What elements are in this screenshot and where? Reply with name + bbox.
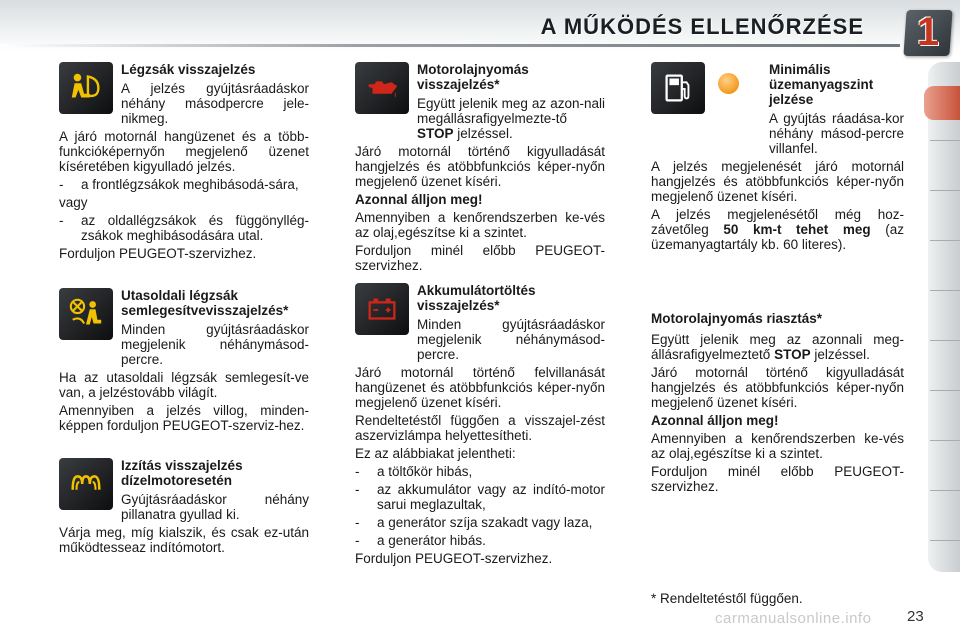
chapter-tab-divider: [930, 390, 960, 391]
chapter-tab-strip: [928, 62, 960, 572]
airbag-paragraph: A járó motornál hangüzenet és a több-funkcióképernyőn megjelenő üzenet kíséretében kigyulladó jelzés.: [59, 129, 309, 174]
header-rule: [0, 44, 900, 47]
section-battery: [355, 283, 605, 569]
stop-label: STOP: [417, 126, 454, 141]
list-item: [355, 464, 605, 479]
footnote: * Rendeltetéstől függően.: [651, 591, 803, 606]
list-item-text: a generátor szíja szakadt vagy laza,: [377, 515, 593, 530]
battery-service-note: Forduljon PEUGEOT-szervizhez.: [355, 551, 553, 566]
battery-icon: [355, 283, 409, 335]
section-fuel-level: [651, 62, 904, 255]
list-dash: -: [355, 482, 360, 497]
section-oil-pressure-alarm: [651, 311, 904, 497]
fuel-range-text: A jelzés megjelenésétől még hoz-závetőleg: [651, 207, 904, 237]
list-item: [59, 177, 309, 192]
chapter-tab-divider: [930, 440, 960, 441]
list-item: [355, 482, 605, 512]
stop-label: STOP: [774, 347, 811, 362]
fuel-level-paragraph: A jelzés megjelenését járó motornál hangjelzés és atöbbfunkciós képer-nyőn megjelenő üzenet kíséri.: [651, 159, 904, 204]
section-airbag: [59, 62, 309, 264]
list-item: [355, 515, 605, 530]
oil-pressure-intro-tail: jelzéssel.: [457, 126, 513, 141]
oil-alarm-paragraph: Amennyiben a kenőrendszerben ke-vés az olaj,egészítse ki a szintet.: [651, 431, 904, 461]
airbag-service-note: Forduljon PEUGEOT-szervizhez.: [59, 246, 257, 261]
fuel-range-tail: (az üzemanyagtartály kb. 60 literes).: [651, 222, 904, 252]
list-dash: -: [355, 515, 360, 530]
chapter-tab-divider: [930, 190, 960, 191]
list-item: [355, 533, 605, 548]
stop-warning: Azonnal álljon meg!: [651, 413, 779, 428]
oil-alarm-text: Együtt jelenik meg az azonnali meg-állásrafigyelmeztető: [651, 332, 904, 362]
airbag-title: Légzsák visszajelzés: [121, 62, 256, 77]
oil-alarm-title: Motorolajnyomás riasztás*: [651, 311, 823, 326]
battery-paragraph: Rendeltetéstől függően a visszajel-zést aszervizlámpa helyettesítheti.: [355, 413, 605, 443]
battery-paragraph: Járó motornál történő felvillanását hangüzenet és atöbbfunkciós képer-nyőn megjelenő üzenet kíséri.: [355, 365, 605, 410]
airbag-intro: A jelzés gyújtásráadáskor néhány másodpercre jele-nikmeg.: [121, 81, 309, 126]
list-item-text: a frontlégzsákok meghibásodá-sára,: [81, 177, 299, 192]
chapter-tab-divider: [930, 490, 960, 491]
battery-title: Akkumulátortöltés visszajelzés*: [417, 283, 536, 313]
oil-alarm-paragraph: Járó motornál történő kigyulladását hangjelzés és atöbbfunkciós képer-nyőn megjelenő üzenet kíséri.: [651, 365, 904, 410]
passenger-airbag-intro: Minden gyújtásráadáskor megjelenik néhánymásod-percre.: [121, 322, 309, 367]
fuel-pump-icon: [651, 62, 705, 114]
section-glow-plug: [59, 458, 309, 558]
passenger-airbag-off-icon: [59, 288, 113, 340]
fuel-level-paragraph: [651, 207, 904, 252]
list-dash: -: [355, 533, 360, 548]
battery-intro: Minden gyújtásráadáskor megjelenik néhánymásod-percre.: [417, 317, 605, 362]
list-dash: -: [59, 213, 64, 228]
glow-plug-intro: Gyújtásráadáskor néhány pillanatra gyullad ki.: [121, 492, 309, 522]
warning-light-dot: [718, 73, 739, 94]
page-number: 23: [907, 608, 924, 625]
passenger-airbag-paragraph: Amennyiben a jelzés villog, minden-képpen forduljon PEUGEOT-szerviz-hez.: [59, 403, 309, 433]
chapter-tab-divider: [930, 240, 960, 241]
oil-can-icon: [355, 62, 409, 114]
glow-plug-paragraph: Várja meg, míg kialszik, és csak ez-után működtesseaz indítómotort.: [59, 525, 309, 555]
chapter-tab-divider: [930, 290, 960, 291]
chapter-tab-active[interactable]: [924, 86, 960, 120]
oil-pressure-service-note: Forduljon minél előbb PEUGEOT-szervizhez.: [355, 243, 605, 273]
section-passenger-airbag: [59, 288, 309, 436]
chapter-tab-divider: [930, 540, 960, 541]
oil-alarm-service-note: Forduljon minél előbb PEUGEOT-szervizhez.: [651, 464, 904, 494]
battery-list-intro: Ez az alábbiakat jelentheti:: [355, 446, 516, 461]
fuel-range-value: 50 km-t tehet meg: [723, 222, 871, 237]
passenger-airbag-title: Utasoldali légzsák semlegesítvevisszajelzés*: [121, 288, 289, 318]
glow-plug-icon: [59, 458, 113, 510]
chapter-tab-divider: [930, 140, 960, 141]
oil-pressure-paragraph: Amennyiben a kenőrendszerben ke-vés az olaj,egészítse ki a szintet.: [355, 210, 605, 240]
list-item-text: a töltőkör hibás,: [377, 464, 473, 479]
watermark: carmanualsonline.info: [715, 610, 872, 627]
list-dash: -: [59, 177, 64, 192]
fuel-level-title: Minimális üzemanyagszint jelzése: [769, 62, 874, 107]
glow-plug-title: Izzítás visszajelzés dízelmotoresetén: [121, 458, 243, 488]
oil-alarm-paragraph: [651, 332, 904, 362]
oil-pressure-title: Motorolajnyomás visszajelzés*: [417, 62, 529, 92]
list-item-text: az oldallégzsákok és függönyllég-zsákok meghibásodására utal.: [81, 213, 309, 243]
section-oil-pressure: [355, 62, 605, 276]
fuel-level-intro: A gyújtás ráadása-kor néhány másod-percre villanfel.: [769, 111, 904, 156]
list-item: [59, 213, 309, 243]
stop-warning: Azonnal álljon meg!: [355, 192, 483, 207]
oil-pressure-intro: [417, 96, 605, 141]
page-title: A MŰKÖDÉS ELLENŐRZÉSE: [540, 14, 864, 39]
chapter-tab-divider: [930, 340, 960, 341]
oil-alarm-tail: jelzéssel.: [814, 347, 870, 362]
airbag-person-icon: [59, 62, 113, 114]
oil-pressure-paragraph: Járó motornál történő kigyulladását hangjelzés és atöbbfunkciós képer-nyőn megjelenő üzenet kíséri.: [355, 144, 605, 189]
airbag-or: vagy: [59, 195, 88, 210]
passenger-airbag-paragraph: Ha az utasoldali légzsák semlegesít-ve van, a jelzéstovább világít.: [59, 370, 309, 400]
oil-pressure-intro-text: Együtt jelenik meg az azon-nali megállásrafigyelmezte-tő: [417, 96, 605, 126]
list-item-text: a generátor hibás.: [377, 533, 486, 548]
list-item-text: az akkumulátor vagy az indító-motor sarui meglazultak,: [377, 482, 605, 512]
chapter-number: 1: [916, 10, 940, 54]
list-dash: -: [355, 464, 360, 479]
